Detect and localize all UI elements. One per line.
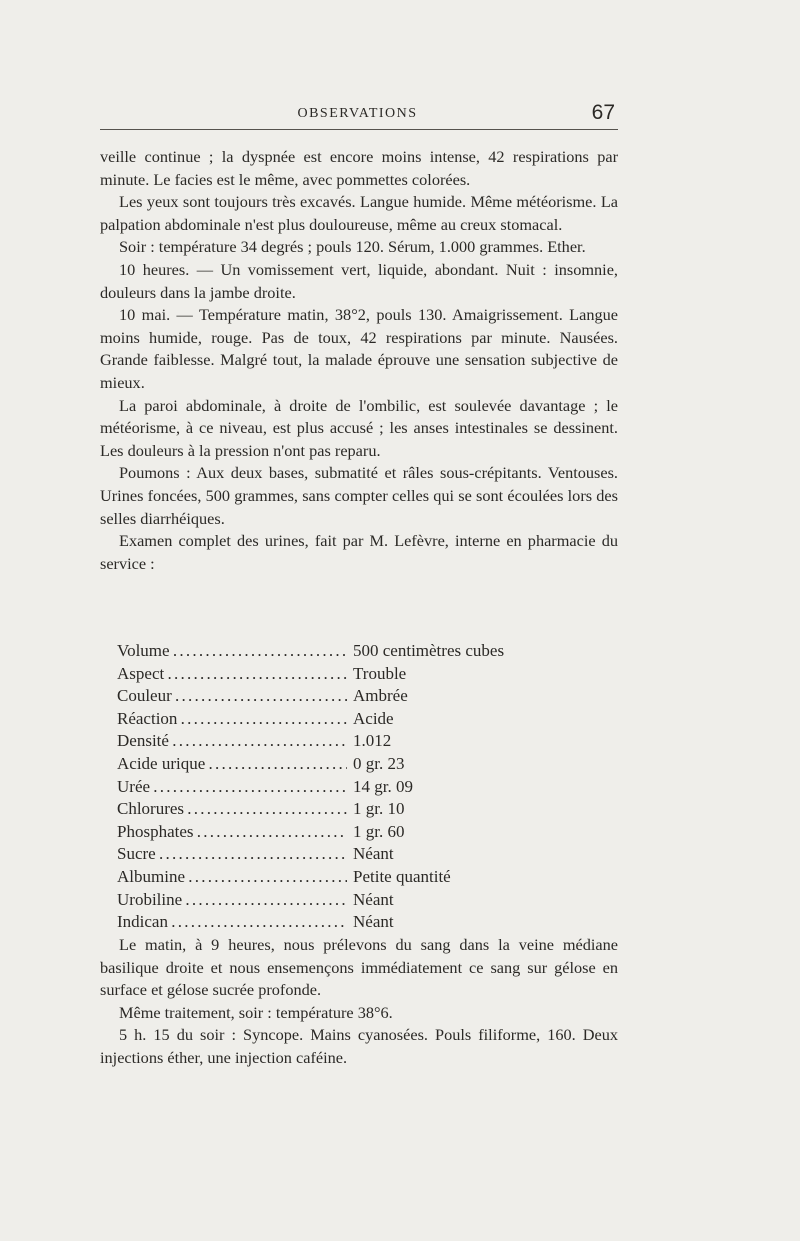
header-rule xyxy=(100,129,618,130)
urine-value: 500 centimètres cubes xyxy=(353,641,505,660)
paragraph: Soir : température 34 degrés ; pouls 120. Sérum, 1.000 grammes. Ether. xyxy=(119,237,586,257)
urine-value: Petite quantité xyxy=(353,866,451,886)
urine-label: Urobiline . . . xyxy=(117,889,347,912)
urine-label: Densité . . . xyxy=(117,730,347,753)
urine-label: Indican . . . xyxy=(117,911,347,934)
body-text-top xyxy=(100,146,618,575)
urine-label: Couleur . . . xyxy=(117,685,347,708)
urine-row xyxy=(117,911,504,934)
paragraph: 5 h. 15 du soir : Syncope. Mains cyanosées. Pouls filiforme, 160. Deux injections éther, une injection caféine. xyxy=(100,1025,618,1067)
paragraph: Poumons : Aux deux bases, submatité et râles sous-crépitants. Ventouses. Urines foncées, 500 grammes, sans compter celles qui se sont écoulées lors des selles diarrhéiques. xyxy=(100,463,618,528)
paragraph: Même traitement, soir : température 38°6. xyxy=(119,1002,393,1022)
urine-row xyxy=(117,708,504,731)
paragraph: La paroi abdominale, à droite de l'ombilic, est soulevée davantage ; le météorisme, à ce niveau, est plus accusé ; les anses intestinales se dessinent. Les douleurs à la pression n'ont pas reparu. xyxy=(100,395,618,460)
urine-label: Sucre . . . xyxy=(117,843,347,866)
page-header xyxy=(100,101,615,132)
urine-value: Acide xyxy=(353,708,394,728)
urine-value: 0 gr. 23 xyxy=(353,753,405,773)
urine-label: Chlorures . . . xyxy=(117,798,347,821)
running-head: OBSERVATIONS xyxy=(297,106,418,121)
urine-value: Ambrée xyxy=(353,686,408,706)
paragraph: Le matin, à 9 heures, nous prélevons du sang dans la veine médiane basilique droite et nous ensemençons immédiatement ce sang sur gélose en surface et gélose sucrée profonde. xyxy=(100,935,618,1000)
urine-label: Aspect . . . xyxy=(117,663,347,686)
urine-value: 1.012 xyxy=(353,731,392,751)
urine-value: Trouble xyxy=(353,663,407,683)
paragraph: 10 heures. — Un vomissement vert, liquide, abondant. Nuit : insomnie, douleurs dans la jambe droite. xyxy=(100,259,618,302)
urine-label: Urée . . . xyxy=(117,776,347,799)
urine-label: Volume . . . xyxy=(117,640,347,663)
urine-row xyxy=(117,889,504,912)
urine-value: 14 gr. 09 xyxy=(353,776,413,796)
urine-row xyxy=(117,685,504,708)
urine-row xyxy=(117,776,504,799)
paragraph: Les yeux sont toujours très excavés. Langue humide. Même météorisme. La palpation abdominale n'est plus douloureuse, même au creux stomacal. xyxy=(100,192,618,234)
urine-exam-table xyxy=(117,640,504,934)
paragraph: Examen complet des urines, fait par M. Lefèvre, interne en pharmacie du service : xyxy=(100,531,618,573)
urine-label: Acide urique . . . xyxy=(117,753,347,776)
page-number: 67 xyxy=(591,101,615,124)
urine-value: Néant xyxy=(353,844,394,864)
urine-row xyxy=(117,730,504,753)
urine-row xyxy=(117,798,504,821)
urine-row xyxy=(117,821,504,844)
urine-value: 1 gr. 10 xyxy=(353,799,405,819)
urine-label: Phosphates . . . xyxy=(117,821,347,844)
urine-value: Néant xyxy=(353,912,394,932)
urine-row xyxy=(117,663,504,686)
body-text-bottom xyxy=(100,934,618,1070)
urine-row xyxy=(117,640,504,663)
urine-value: Néant xyxy=(353,889,394,909)
paragraph: 10 mai. — Température matin, 38°2, pouls 130. Amaigrissement. Langue moins humide, rouge. Pas de toux, 42 respirations par minute. Nausées. Grande faiblesse. Malgré tout, la malade éprouve une sensation subjective de mieux. xyxy=(100,305,618,392)
urine-row xyxy=(117,753,504,776)
paragraph: veille continue ; la dyspnée est encore moins intense, 42 respirations par minute. Le facies est le même, avec pommettes colorées. xyxy=(100,147,618,189)
urine-label: Albumine . . . xyxy=(117,866,347,889)
urine-row xyxy=(117,866,504,889)
urine-value: 1 gr. 60 xyxy=(353,821,405,841)
urine-row xyxy=(117,843,504,866)
urine-label: Réaction . . . xyxy=(117,708,347,731)
